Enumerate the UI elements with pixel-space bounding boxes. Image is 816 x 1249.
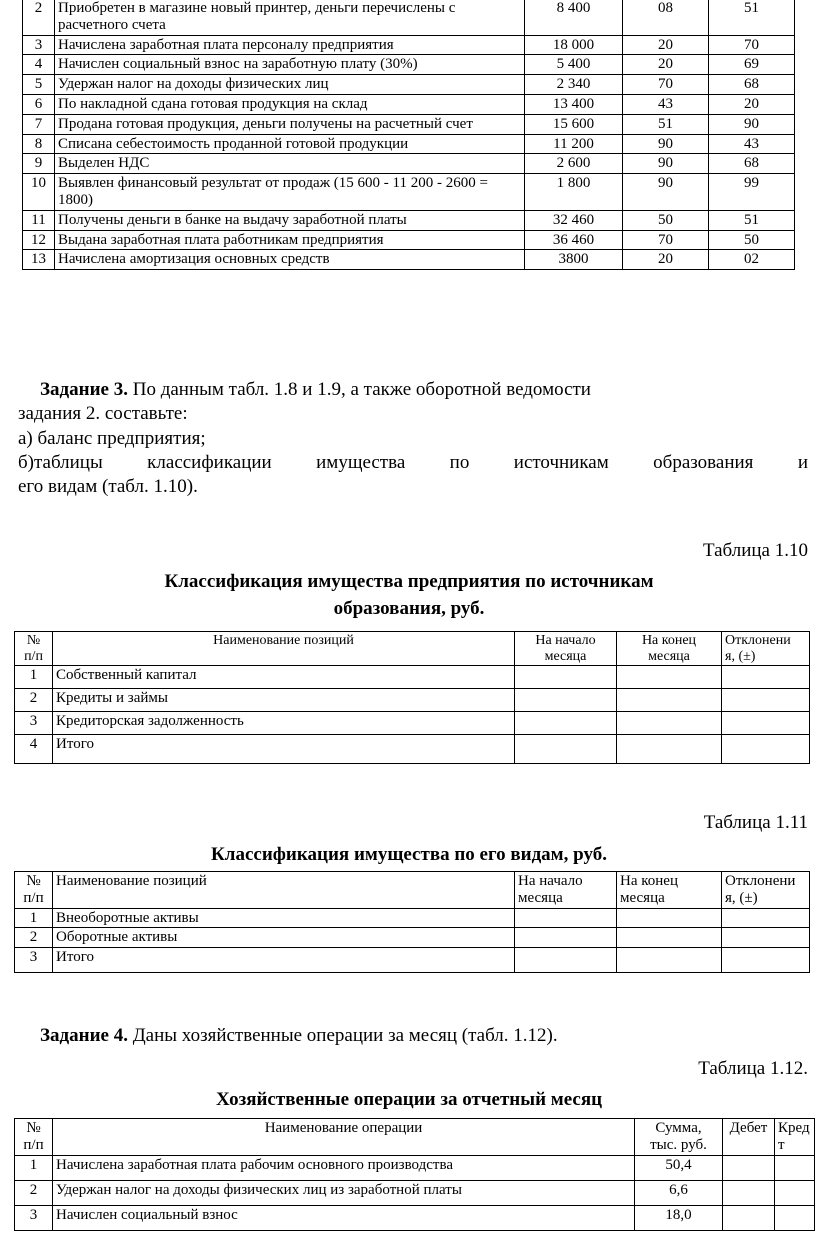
col-header-delta-line-1: Отклонени — [725, 633, 791, 648]
row-number: 1 — [15, 666, 53, 689]
row-credit: 20 — [709, 94, 795, 114]
row-debit: 90 — [623, 174, 709, 211]
row-operation: Начислен социальный взнос — [53, 1205, 635, 1230]
row-end-value[interactable] — [617, 928, 722, 948]
table-row — [23, 55, 795, 75]
table-row — [23, 250, 795, 270]
row-credit[interactable] — [775, 1155, 815, 1180]
row-sum: 13 400 — [525, 94, 623, 114]
task-4-block — [18, 1024, 808, 1048]
col-header-number-line-1: № — [26, 873, 41, 889]
row-begin-value[interactable] — [515, 735, 617, 764]
table-row — [15, 908, 810, 928]
table-row — [15, 689, 810, 712]
row-debit: 51 — [623, 114, 709, 134]
row-sum: 50,4 — [635, 1155, 723, 1180]
row-debit: 20 — [623, 55, 709, 75]
row-number: 2 — [15, 928, 53, 948]
row-operation: Списана себестоимость проданной готовой продукции — [55, 134, 525, 154]
row-begin-value[interactable] — [515, 928, 617, 948]
row-delta-value[interactable] — [722, 928, 810, 948]
row-number: 2 — [23, 0, 55, 35]
table-row — [23, 0, 795, 35]
row-credit: 99 — [709, 174, 795, 211]
row-number: 5 — [23, 75, 55, 95]
col-header-sum-line-2: тыс. руб. — [650, 1136, 707, 1153]
row-number: 2 — [15, 689, 53, 712]
col-header-number-line-1: № — [26, 633, 41, 648]
row-begin-value[interactable] — [515, 948, 617, 973]
row-credit: 50 — [709, 230, 795, 250]
row-begin-value[interactable] — [515, 666, 617, 689]
col-header-position: Наименование позиций — [53, 872, 515, 909]
table-1-11-wrapper — [14, 871, 809, 973]
top-operations-table-wrapper — [22, 0, 794, 270]
col-header-begin-line-1: На начало — [535, 633, 596, 648]
row-sum: 18,0 — [635, 1205, 723, 1230]
row-begin-value[interactable] — [515, 689, 617, 712]
row-credit: 90 — [709, 114, 795, 134]
table-row — [23, 75, 795, 95]
row-sum: 36 460 — [525, 230, 623, 250]
row-debit: 90 — [623, 154, 709, 174]
row-position: Оборотные активы — [53, 928, 515, 948]
col-header-delta-line-2: я, (±) — [725, 889, 758, 906]
row-credit: 51 — [709, 210, 795, 230]
table-1-12-wrapper — [14, 1118, 814, 1231]
row-credit[interactable] — [775, 1180, 815, 1205]
row-end-value[interactable] — [617, 712, 722, 735]
table-header-row — [15, 632, 810, 666]
col-header-end-line-1: На конец — [641, 633, 697, 648]
table-row — [23, 210, 795, 230]
row-debit[interactable] — [723, 1180, 775, 1205]
row-sum: 8 400 — [525, 0, 623, 35]
task-3-line-2: задания 2. составьте: — [18, 403, 188, 425]
row-credit[interactable] — [775, 1205, 815, 1230]
row-credit: 68 — [709, 75, 795, 95]
row-delta-value[interactable] — [722, 908, 810, 928]
table-row — [15, 666, 810, 689]
table-header-row — [15, 872, 810, 909]
col-header-position: Наименование позиций — [53, 632, 515, 666]
row-number: 3 — [23, 35, 55, 55]
table-1-11 — [14, 871, 810, 973]
row-operation: Начислен социальный взнос на заработную плату (30%) — [55, 55, 525, 75]
row-operation: Выделен НДС — [55, 154, 525, 174]
row-number: 6 — [23, 94, 55, 114]
row-operation: Выдана заработная плата работникам предприятия — [55, 230, 525, 250]
row-operation: Получены деньги в банке на выдачу заработной платы — [55, 210, 525, 230]
row-sum: 11 200 — [525, 134, 623, 154]
table-1-11-caption: Таблица 1.11 — [703, 812, 808, 833]
col-header-begin-line-2: месяца — [518, 889, 563, 906]
task-3-line-1 — [18, 378, 808, 402]
row-operation: Удержан налог на доходы физических лиц — [55, 75, 525, 95]
top-operations-table — [22, 0, 795, 270]
col-header-delta — [722, 632, 810, 666]
col-header-begin-line-1: На начало — [518, 873, 583, 889]
col-header-sum-line-1: Сумма, — [655, 1120, 702, 1136]
row-end-value[interactable] — [617, 666, 722, 689]
row-credit: 51 — [709, 0, 795, 35]
row-end-value[interactable] — [617, 735, 722, 764]
row-sum: 1 800 — [525, 174, 623, 211]
row-operation: Удержан налог на доходы физических лиц из заработной платы — [53, 1180, 635, 1205]
col-header-end-line-1: На конец — [620, 873, 678, 889]
task-3-item-b-line-1: б)таблицы классификации имущества по источникам образования и — [18, 451, 808, 473]
row-debit: 90 — [623, 134, 709, 154]
col-header-delta-line-2: я, (±) — [725, 648, 756, 664]
task-3-text-1: По данным табл. 1.8 и 1.9, а также оборотной ведомости — [132, 379, 591, 400]
table-row — [23, 114, 795, 134]
col-header-end — [617, 872, 722, 909]
table-1-11-title: Классификация имущества по его видам, руб. — [211, 844, 607, 865]
table-header-row — [15, 1119, 815, 1156]
row-number: 3 — [15, 1205, 53, 1230]
row-number: 4 — [23, 55, 55, 75]
row-operation: Выявлен финансовый результат от продаж (15 600 - 11 200 - 2600 = 1800) — [55, 174, 525, 211]
table-row — [15, 1180, 815, 1205]
row-debit[interactable] — [723, 1155, 775, 1180]
row-number: 3 — [15, 948, 53, 973]
task-4-label: Задание 4. — [40, 1025, 128, 1046]
row-sum: 18 000 — [525, 35, 623, 55]
row-sum: 15 600 — [525, 114, 623, 134]
row-debit: 50 — [623, 210, 709, 230]
table-1-12-title: Хозяйственные операции за отчетный месяц — [215, 1089, 603, 1110]
table-1-12 — [14, 1118, 815, 1231]
col-header-number — [15, 1119, 53, 1156]
row-begin-value[interactable] — [515, 908, 617, 928]
row-operation: Начислена заработная плата персоналу предприятия — [55, 35, 525, 55]
col-header-number-line-2: п/п — [23, 889, 44, 906]
row-operation: Продана готовая продукция, деньги получены на расчетный счет — [55, 114, 525, 134]
row-debit: 70 — [623, 75, 709, 95]
col-header-end-line-2: месяца — [620, 889, 665, 906]
row-debit: 20 — [623, 250, 709, 270]
table-row — [15, 1205, 815, 1230]
row-number: 7 — [23, 114, 55, 134]
row-number: 2 — [15, 1180, 53, 1205]
table-row — [23, 94, 795, 114]
col-header-begin-line-2: месяца — [544, 648, 587, 664]
col-header-credit — [775, 1119, 815, 1156]
row-credit: 68 — [709, 154, 795, 174]
row-number: 3 — [15, 712, 53, 735]
row-sum: 32 460 — [525, 210, 623, 230]
col-header-number-line-2: п/п — [24, 648, 43, 664]
task-4-text: Даны хозяйственные операции за месяц (табл. 1.12). — [132, 1025, 558, 1046]
table-row — [23, 35, 795, 55]
col-header-number — [15, 632, 53, 666]
col-header-begin — [515, 632, 617, 666]
row-position: Итого — [53, 735, 515, 764]
row-credit: 69 — [709, 55, 795, 75]
table-1-12-caption: Таблица 1.12. — [698, 1058, 808, 1079]
col-header-begin — [515, 872, 617, 909]
row-operation: Приобретен в магазине новый принтер, деньги перечислены с расчетного счета — [55, 0, 525, 35]
col-header-number — [15, 872, 53, 909]
table-row — [15, 735, 810, 764]
row-delta-value[interactable] — [722, 712, 810, 735]
row-number: 12 — [23, 230, 55, 250]
row-sum: 5 400 — [525, 55, 623, 75]
table-1-10-title-line-1: Классификация имущества предприятия по источникам — [164, 571, 654, 592]
row-position: Собственный капитал — [53, 666, 515, 689]
table-row — [23, 230, 795, 250]
row-operation: Начислена амортизация основных средств — [55, 250, 525, 270]
col-header-end-line-2: месяца — [648, 648, 690, 664]
row-debit: 20 — [623, 35, 709, 55]
row-end-value[interactable] — [617, 948, 722, 973]
col-header-delta-line-1: Отклонени — [725, 873, 796, 889]
row-position: Внеоборотные активы — [53, 908, 515, 928]
row-sum: 6,6 — [635, 1180, 723, 1205]
row-debit: 43 — [623, 94, 709, 114]
col-header-delta — [722, 872, 810, 909]
row-position: Итого — [53, 948, 515, 973]
col-header-end — [617, 632, 722, 666]
row-number: 1 — [15, 1155, 53, 1180]
table-row — [15, 1155, 815, 1180]
row-sum: 3800 — [525, 250, 623, 270]
row-credit: 02 — [709, 250, 795, 270]
row-number: 4 — [15, 735, 53, 764]
table-row — [15, 928, 810, 948]
row-delta-value[interactable] — [722, 735, 810, 764]
table-1-10-caption: Таблица 1.10 — [702, 540, 808, 561]
row-sum: 2 340 — [525, 75, 623, 95]
table-row — [23, 134, 795, 154]
row-number: 10 — [23, 174, 55, 211]
col-header-credit-line-1: Кред — [778, 1120, 810, 1136]
row-debit: 08 — [623, 0, 709, 35]
col-header-sum — [635, 1119, 723, 1156]
row-delta-value[interactable] — [722, 948, 810, 973]
task-3-label: Задание 3. — [40, 379, 128, 400]
col-header-debit: Дебет — [723, 1119, 775, 1156]
row-delta-value[interactable] — [722, 666, 810, 689]
row-position: Кредиты и займы — [53, 689, 515, 712]
row-operation: По накладной сдана готовая продукция на склад — [55, 94, 525, 114]
table-row — [23, 154, 795, 174]
task-3-item-a: а) баланс предприятия; — [18, 427, 206, 449]
row-credit: 70 — [709, 35, 795, 55]
row-number: 13 — [23, 250, 55, 270]
row-number: 9 — [23, 154, 55, 174]
table-1-10 — [14, 631, 810, 764]
table-1-10-title-line-2: образования, руб. — [333, 598, 485, 619]
table-row — [15, 948, 810, 973]
row-number: 8 — [23, 134, 55, 154]
row-end-value[interactable] — [617, 689, 722, 712]
table-row — [15, 712, 810, 735]
row-number: 11 — [23, 210, 55, 230]
row-operation: Начислена заработная плата рабочим основного производства — [53, 1155, 635, 1180]
row-debit[interactable] — [723, 1205, 775, 1230]
row-begin-value[interactable] — [515, 712, 617, 735]
row-credit: 43 — [709, 134, 795, 154]
row-number: 1 — [15, 908, 53, 928]
table-1-10-wrapper — [14, 631, 809, 764]
task-3-item-b-line-2: его видам (табл. 1.10). — [18, 476, 198, 498]
task-4-line — [18, 1024, 808, 1048]
col-header-credit-line-2: т — [778, 1136, 785, 1153]
col-header-number-line-1: № — [26, 1120, 41, 1136]
row-position: Кредиторская задолженность — [53, 712, 515, 735]
col-header-number-line-2: п/п — [23, 1136, 44, 1153]
row-sum: 2 600 — [525, 154, 623, 174]
row-debit: 70 — [623, 230, 709, 250]
row-end-value[interactable] — [617, 908, 722, 928]
table-row — [23, 174, 795, 211]
task-3-block — [18, 378, 808, 500]
col-header-operation: Наименование операции — [53, 1119, 635, 1156]
row-delta-value[interactable] — [722, 689, 810, 712]
